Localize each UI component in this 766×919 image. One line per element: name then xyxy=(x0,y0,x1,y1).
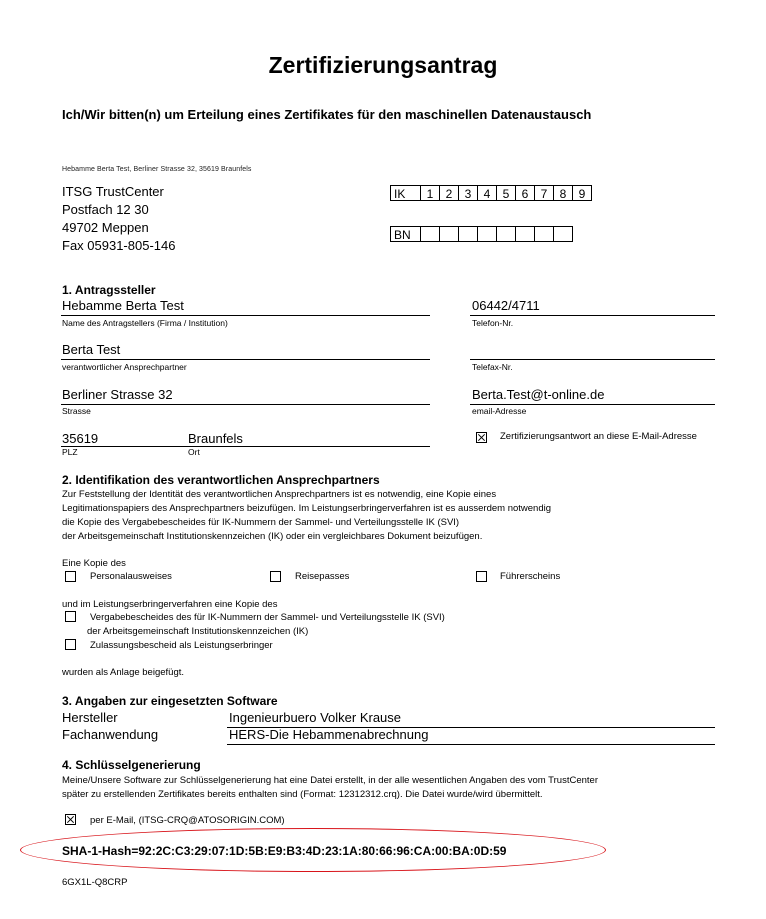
sha1-hash: SHA-1-Hash=92:2C:C3:29:07:1D:5B:E9:B3:4D:23:1A:80:66:96:CA:00:BA:0D:59 xyxy=(62,844,507,858)
personal-id-label: Personalausweises xyxy=(90,571,172,582)
field-underline xyxy=(61,446,430,447)
svi-checkbox[interactable] xyxy=(65,611,76,622)
section-2-text: Legitimationspapiers des Ansprechpartners beizufügen. Im Leistungserbringerverfahren ist es ausserdem notwendig xyxy=(62,503,551,514)
bn-label: BN xyxy=(390,226,421,242)
email-field[interactable]: Berta.Test@t-online.de xyxy=(472,387,605,402)
drivers-license-checkbox[interactable] xyxy=(476,571,487,582)
attached-note: wurden als Anlage beigefügt. xyxy=(62,667,185,678)
applicant-name-label: Name des Antragstellers (Firma / Institution) xyxy=(62,318,228,328)
city-field[interactable]: Braunfels xyxy=(188,431,243,446)
bn-digit[interactable] xyxy=(554,226,573,242)
ik-digit[interactable]: 8 xyxy=(554,185,573,201)
ik-digit[interactable]: 9 xyxy=(573,185,592,201)
bn-digit[interactable] xyxy=(535,226,554,242)
fax-label: Telefax-Nr. xyxy=(472,362,513,372)
drivers-license-label: Führerscheins xyxy=(500,571,561,582)
section-4-text: später zu erstellenden Zertifikates bereits enthalten sind (Format: 12312312.crq). Die Datei wurde/wird übermittelt. xyxy=(62,789,543,800)
field-underline xyxy=(61,359,430,360)
app-label: Fachanwendung xyxy=(62,727,159,742)
ik-digit[interactable]: 3 xyxy=(459,185,478,201)
section-1-heading: 1. Antragssteller xyxy=(62,283,156,297)
field-underline xyxy=(227,744,715,745)
field-underline xyxy=(470,359,715,360)
ik-grid xyxy=(390,185,592,201)
applicant-name-field[interactable]: Hebamme Berta Test xyxy=(62,298,184,313)
copy-of-label: Eine Kopie des xyxy=(62,558,126,569)
sender-line: Hebamme Berta Test, Berliner Strasse 32, 35619 Braunfels xyxy=(62,166,252,173)
field-underline xyxy=(61,404,430,405)
provider-intro: und im Leistungserbringerverfahren eine Kopie des xyxy=(62,599,278,610)
email-submit-checkbox[interactable] xyxy=(65,814,76,825)
ik-digit[interactable]: 5 xyxy=(497,185,516,201)
email-reply-label: Zertifizierungsantwort an diese E-Mail-Adresse xyxy=(500,431,697,442)
bn-digit[interactable] xyxy=(478,226,497,242)
contact-person-label: verantwortlicher Ansprechpartner xyxy=(62,362,187,372)
page-subtitle: Ich/Wir bitten(n) um Erteilung eines Zertifikates für den maschinellen Datenaustausch xyxy=(62,107,592,122)
phone-field[interactable]: 06442/4711 xyxy=(472,298,540,313)
passport-checkbox[interactable] xyxy=(270,571,281,582)
ik-digit[interactable]: 1 xyxy=(421,185,440,201)
email-label: email-Adresse xyxy=(472,406,527,416)
bn-digit[interactable] xyxy=(459,226,478,242)
field-underline xyxy=(470,404,715,405)
section-2-text: Zur Feststellung der Identität des verantwortlichen Ansprechpartners ist es notwendig, eine Kopie eines xyxy=(62,489,497,500)
city-label: Ort xyxy=(188,447,200,457)
app-field[interactable]: HERS-Die Hebammenabrechnung xyxy=(229,727,429,742)
phone-label: Telefon-Nr. xyxy=(472,318,514,328)
contact-person-field[interactable]: Berta Test xyxy=(62,342,121,357)
section-4-text: Meine/Unsere Software zur Schlüsselgenerierung hat eine Datei erstellt, in der alle wesentlichen Angaben des vom TrustCenter xyxy=(62,775,598,786)
field-underline xyxy=(470,315,715,316)
section-2-heading: 2. Identifikation des verantwortlichen Ansprechpartners xyxy=(62,473,380,487)
street-label: Strasse xyxy=(62,406,91,416)
zip-field[interactable]: 35619 xyxy=(62,431,99,446)
email-submit-label: per E-Mail, (ITSG-CRQ@ATOSORIGIN.COM) xyxy=(90,815,285,826)
section-2-text: die Kopie des Vergabebescheides für IK-Nummern der Sammel- und Verteilungsstelle IK (SVI) xyxy=(62,517,460,528)
recipient-line-1: ITSG TrustCenter xyxy=(62,184,164,199)
bn-digit[interactable] xyxy=(497,226,516,242)
passport-label: Reisepasses xyxy=(295,571,350,582)
bn-digit[interactable] xyxy=(421,226,440,242)
section-4-heading: 4. Schlüsselgenerierung xyxy=(62,758,201,772)
email-reply-checkbox[interactable] xyxy=(476,432,487,443)
section-2-text: der Arbeitsgemeinschaft Institutionskennzeichen (IK) oder ein vergleichbares Dokument beizufügen. xyxy=(62,531,483,542)
field-underline xyxy=(61,315,430,316)
maker-label: Hersteller xyxy=(62,710,118,725)
bn-digit[interactable] xyxy=(440,226,459,242)
bn-grid xyxy=(390,226,573,242)
svi-label: Vergabebescheides des für IK-Nummern der Sammel- und Verteilungsstelle IK (SVI) xyxy=(90,612,445,623)
recipient-line-4: Fax 05931-805-146 xyxy=(62,238,176,253)
zip-label: PLZ xyxy=(62,447,78,457)
ik-digit[interactable]: 4 xyxy=(478,185,497,201)
bn-digit[interactable] xyxy=(516,226,535,242)
recipient-line-2: Postfach 12 30 xyxy=(62,202,149,217)
ik-label: IK xyxy=(390,185,421,201)
page-title: Zertifizierungsantrag xyxy=(268,52,498,78)
section-3-heading: 3. Angaben zur eingesetzten Software xyxy=(62,694,278,708)
ik-digit[interactable]: 2 xyxy=(440,185,459,201)
ik-digit[interactable]: 7 xyxy=(535,185,554,201)
maker-field[interactable]: Ingenieurbuero Volker Krause xyxy=(229,710,402,725)
ik-digit[interactable]: 6 xyxy=(516,185,535,201)
personal-id-checkbox[interactable] xyxy=(65,571,76,582)
admission-checkbox[interactable] xyxy=(65,639,76,650)
street-field[interactable]: Berliner Strasse 32 xyxy=(62,387,173,402)
recipient-line-3: 49702 Meppen xyxy=(62,220,149,235)
svi-label-continued: der Arbeitsgemeinschaft Institutionskennzeichen (IK) xyxy=(87,626,309,637)
admission-label: Zulassungsbescheid als Leistungserbringer xyxy=(90,640,273,651)
request-code: 6GX1L-Q8CRP xyxy=(62,877,128,888)
